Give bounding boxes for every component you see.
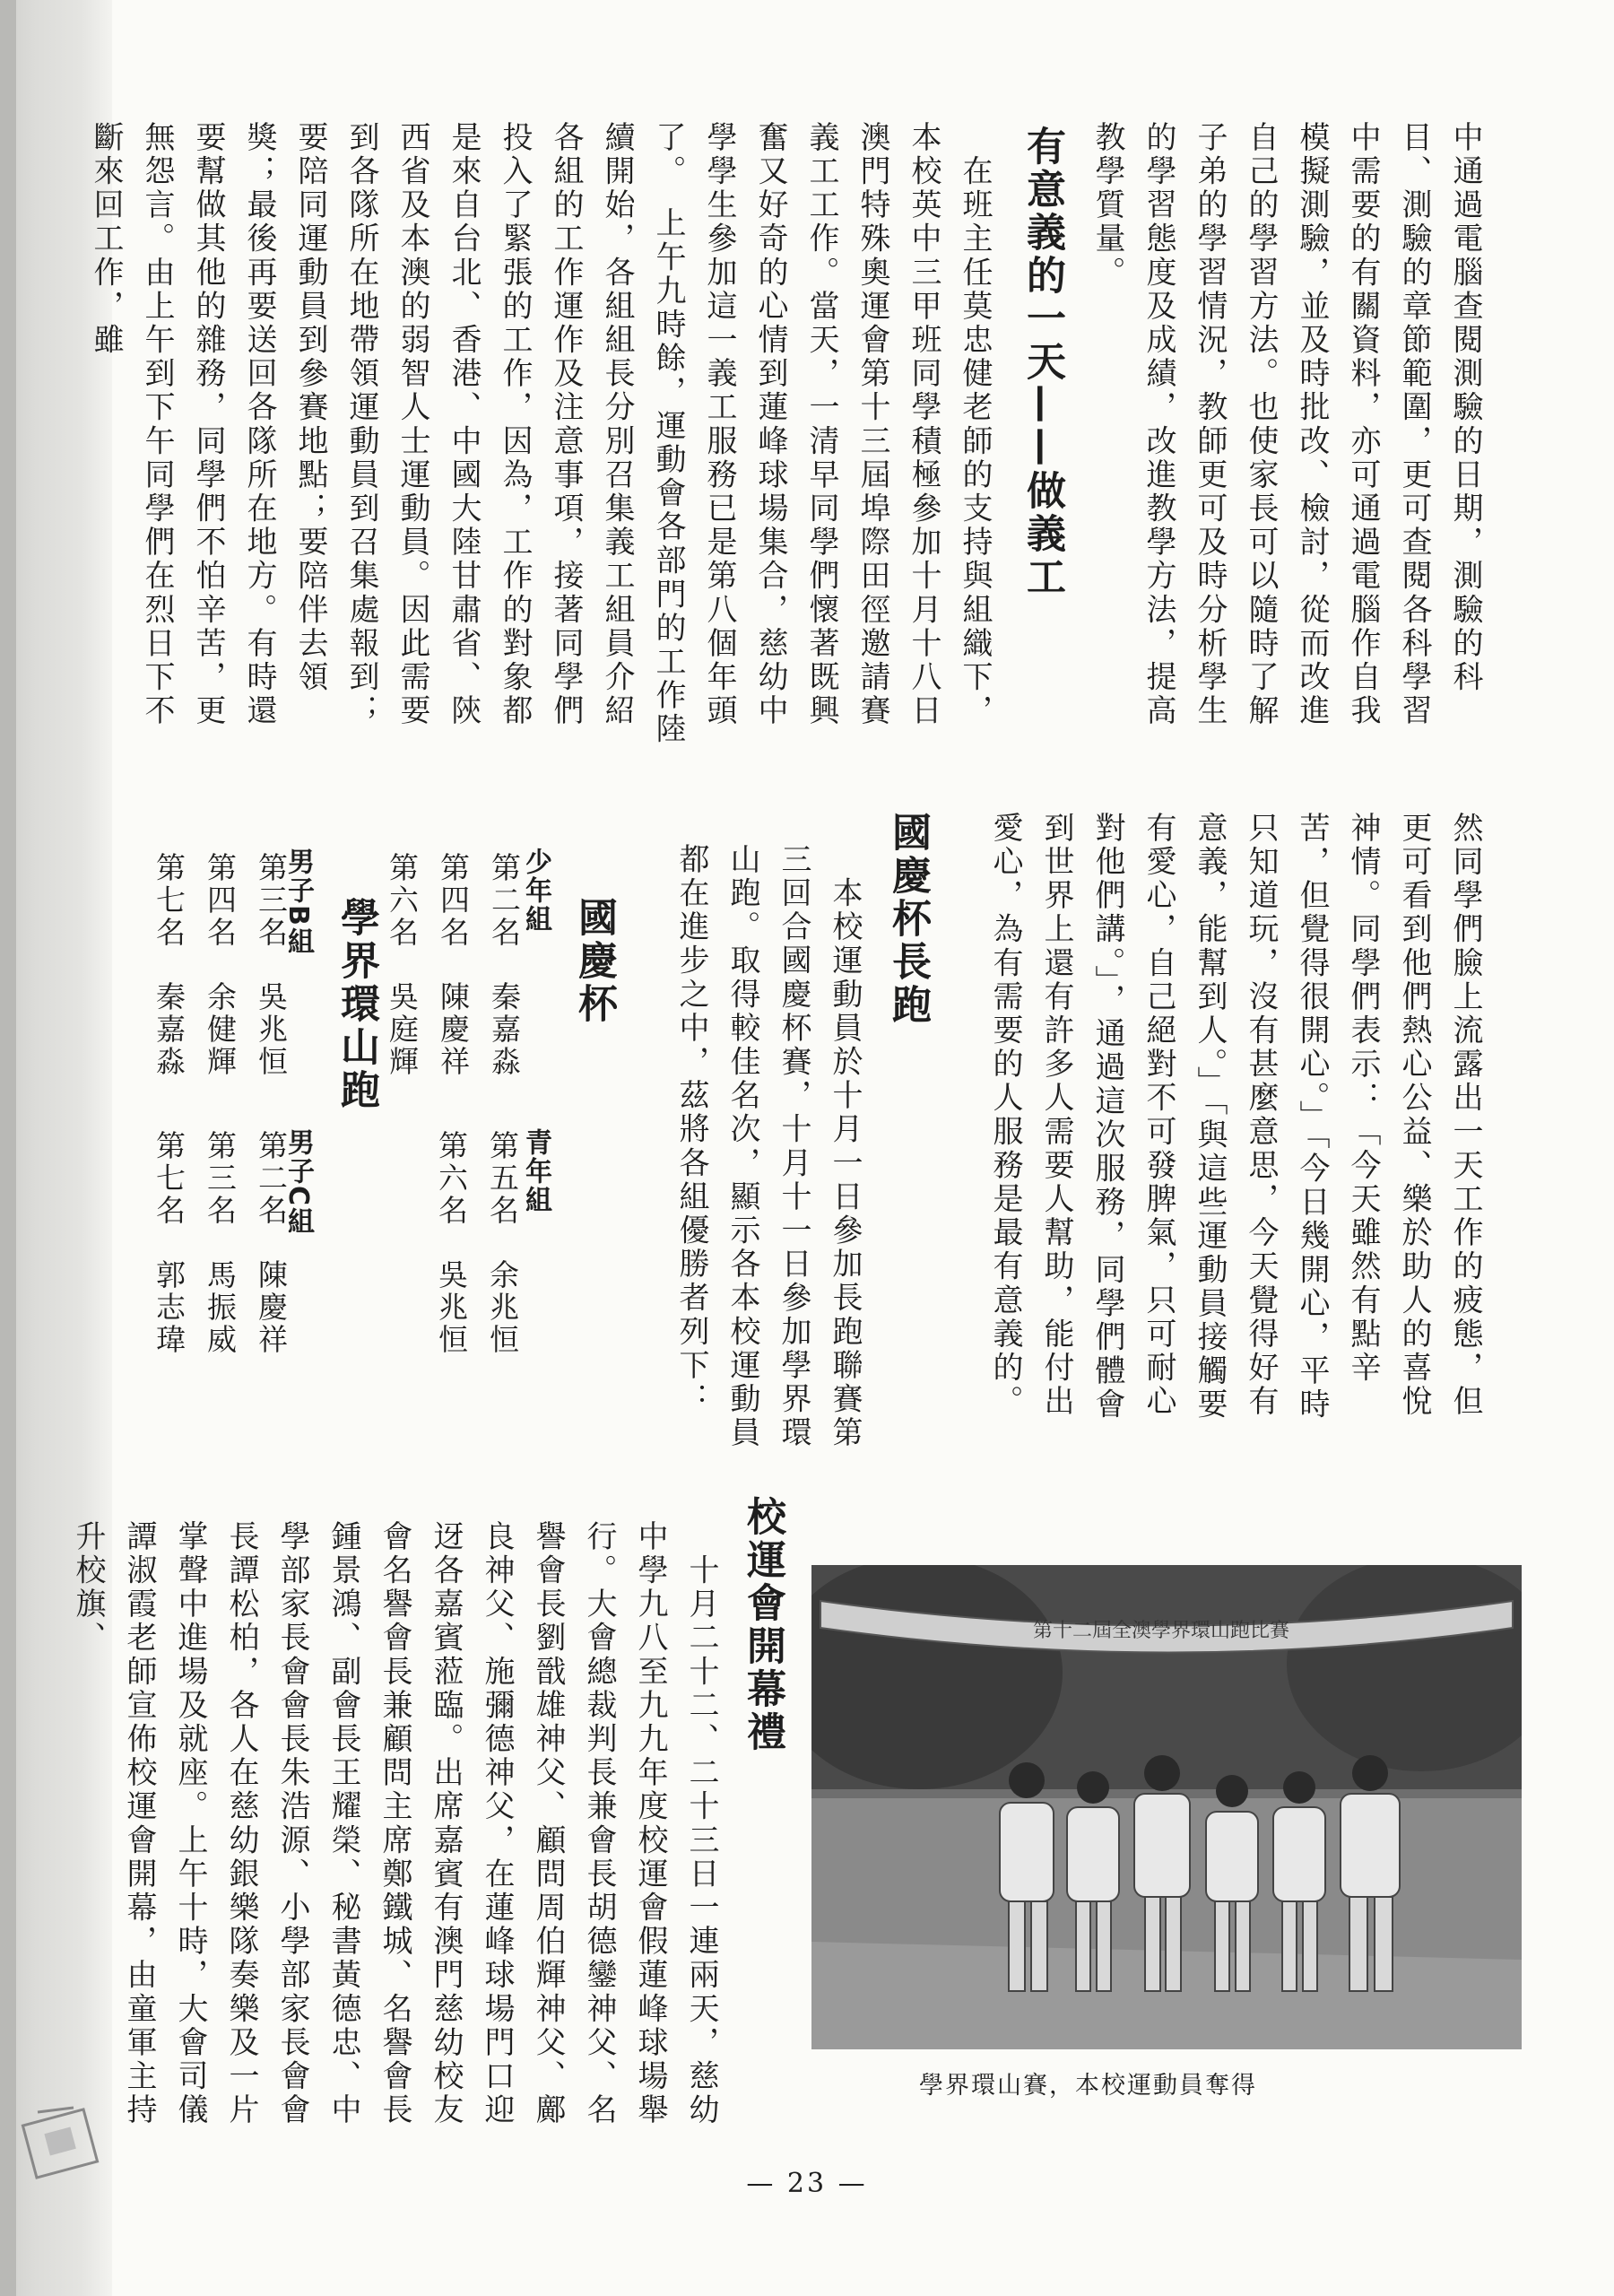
- article-continuation: 中通過電腦查閱測驗的日期，測驗的科目、測驗的章節範圍，更可查閱各科學習中需要的有關資料，亦可通過電腦作自我模擬測驗，並及時批改、檢討，從而改進自己的學習方法。也使家長可以隨時了解子弟的學習情況，教師更可及時分析學生的學習態度及成績，改進教學方法，提高教學質量。: [1089, 121, 1483, 728]
- volunteer-body: 在班主任莫忠健老師的支持與組織下，本校英中三甲班同學積極參加十月十八日澳門特殊奧運會第十三屆埠際田徑邀請賽義工工作。當天，一清早同學們懷著既興奮又好奇的心情到蓮峰球場集合，慈幼中學學生參加這一義工服務已是第八個年頭了。 上午九時餘，運動會各部門的工作陸續開始，各組組長分別召集義工組員介紹各組的工作運作及注意事項，接著同學們投入了緊張的工作，因為，工作的對象都是來自台北、香港、中國大陸甘肅省、陝西省及本澳的弱智人士運動員。因此需要到各隊所在地帶領運動員到召集處報到；要陪同運動員到參賽地點；要陪伴去領獎；最後再要送回各隊所在地方。有時還要幫做其他的雜務，同學們不怕辛苦，更無怨言。由上午到下午同學們在烈日下不斷來回工作，雖: [88, 121, 993, 747]
- opening-body: 十月二十二、二十三日一連兩天，慈幼中學九八至九九年度校運會假蓮峰球場舉行。大會總裁判長兼會長胡德鑾神父、名譽會長劉戩雄神父、顧問周伯輝神父、鄺良神父、施彌德神父，在蓮峰球場門口迎迓各嘉賓蒞臨。出席嘉賓有澳門慈幼校友會名譽會長兼顧問主席鄭鐵城、名譽會長鍾景鴻、副會長王耀榮、秘書黃德忠、中學部家長會會長朱浩源、小學部家長會會長譚松柏，各人在慈幼銀樂隊奏樂及一片掌聲中進場及就座。上午十時，大會司儀譚淑霞老師宣佈校運會開幕，由童軍主持升校旗、: [70, 1520, 719, 2127]
- list-item: 第七名 郭志瑋: [152, 1130, 187, 1356]
- cup-race-body: 本校運動員於十月一日參加長跑聯賽第三回合國慶杯賽，十月十一日參加學界環山跑。取得較佳名次，顯示各本校運動員都在進步之中，茲將各組優勝者列下：: [673, 843, 863, 1450]
- list-item: 第三名 馬振威: [203, 1130, 238, 1356]
- list-item: 第六名 吳庭輝: [385, 852, 420, 1078]
- list-item: 第二名 陳慶祥: [254, 1130, 289, 1356]
- list-item: 第五名 余兆恒: [485, 1130, 520, 1356]
- junior-group-label: 少年組: [520, 848, 551, 934]
- boys-b-results: [143, 852, 297, 1121]
- boys-c-results: [143, 1130, 297, 1399]
- list-item: 第四名 陳慶祥: [436, 852, 471, 1078]
- youth-group-label: 青年組: [520, 1128, 551, 1214]
- list-item: 第七名 秦嘉淼: [152, 852, 187, 1078]
- photo-caption: 學界環山賽，本校運動員奪得: [919, 2072, 1257, 2100]
- list-item: 第三名 吳兆恒: [254, 852, 289, 1078]
- page-number: — 23 —: [746, 2168, 868, 2199]
- hill-run-title: 學界環山跑: [334, 897, 379, 1112]
- boys-b-label: 男子B組: [282, 848, 314, 956]
- volunteer-title: 有意義的一天——做義工: [1020, 126, 1065, 599]
- list-item: 第四名 余健輝: [203, 852, 238, 1078]
- list-item: 第六名 吳兆恒: [434, 1130, 469, 1356]
- cup-race-title: 國慶杯長跑: [885, 812, 931, 1027]
- athletes-photo: [811, 1565, 1522, 2049]
- opening-title: 校運會開幕禮: [740, 1496, 785, 1754]
- junior-results: [377, 852, 530, 1121]
- boys-c-label: 男子C組: [282, 1128, 314, 1237]
- youth-results: [426, 1130, 528, 1399]
- cup-subtitle: 國慶杯: [571, 897, 617, 1026]
- list-item: 第二名 秦嘉淼: [487, 852, 522, 1078]
- photo-banner: 第十二屆全澳學界環山跑比賽: [1032, 1620, 1290, 1642]
- volunteer-body-cont: 然同學們臉上流露出一天工作的疲態，但更可看到他們熱心公益、樂於助人的喜悅神情。同學們表示：「今天雖然有點辛苦，但覺得很開心。」「今日幾開心，平時只知道玩，沒有甚麼意思，今天覺得好有意義，能幫到人。」「與這些運動員接觸要有愛心，自己絕對不可發脾氣，只可耐心對他們講。」，通過這次服務，同學們體會到世界上還有許多人需要人幫助，能付出愛心，為有需要的人服務是最有意義的。: [987, 812, 1483, 1422]
